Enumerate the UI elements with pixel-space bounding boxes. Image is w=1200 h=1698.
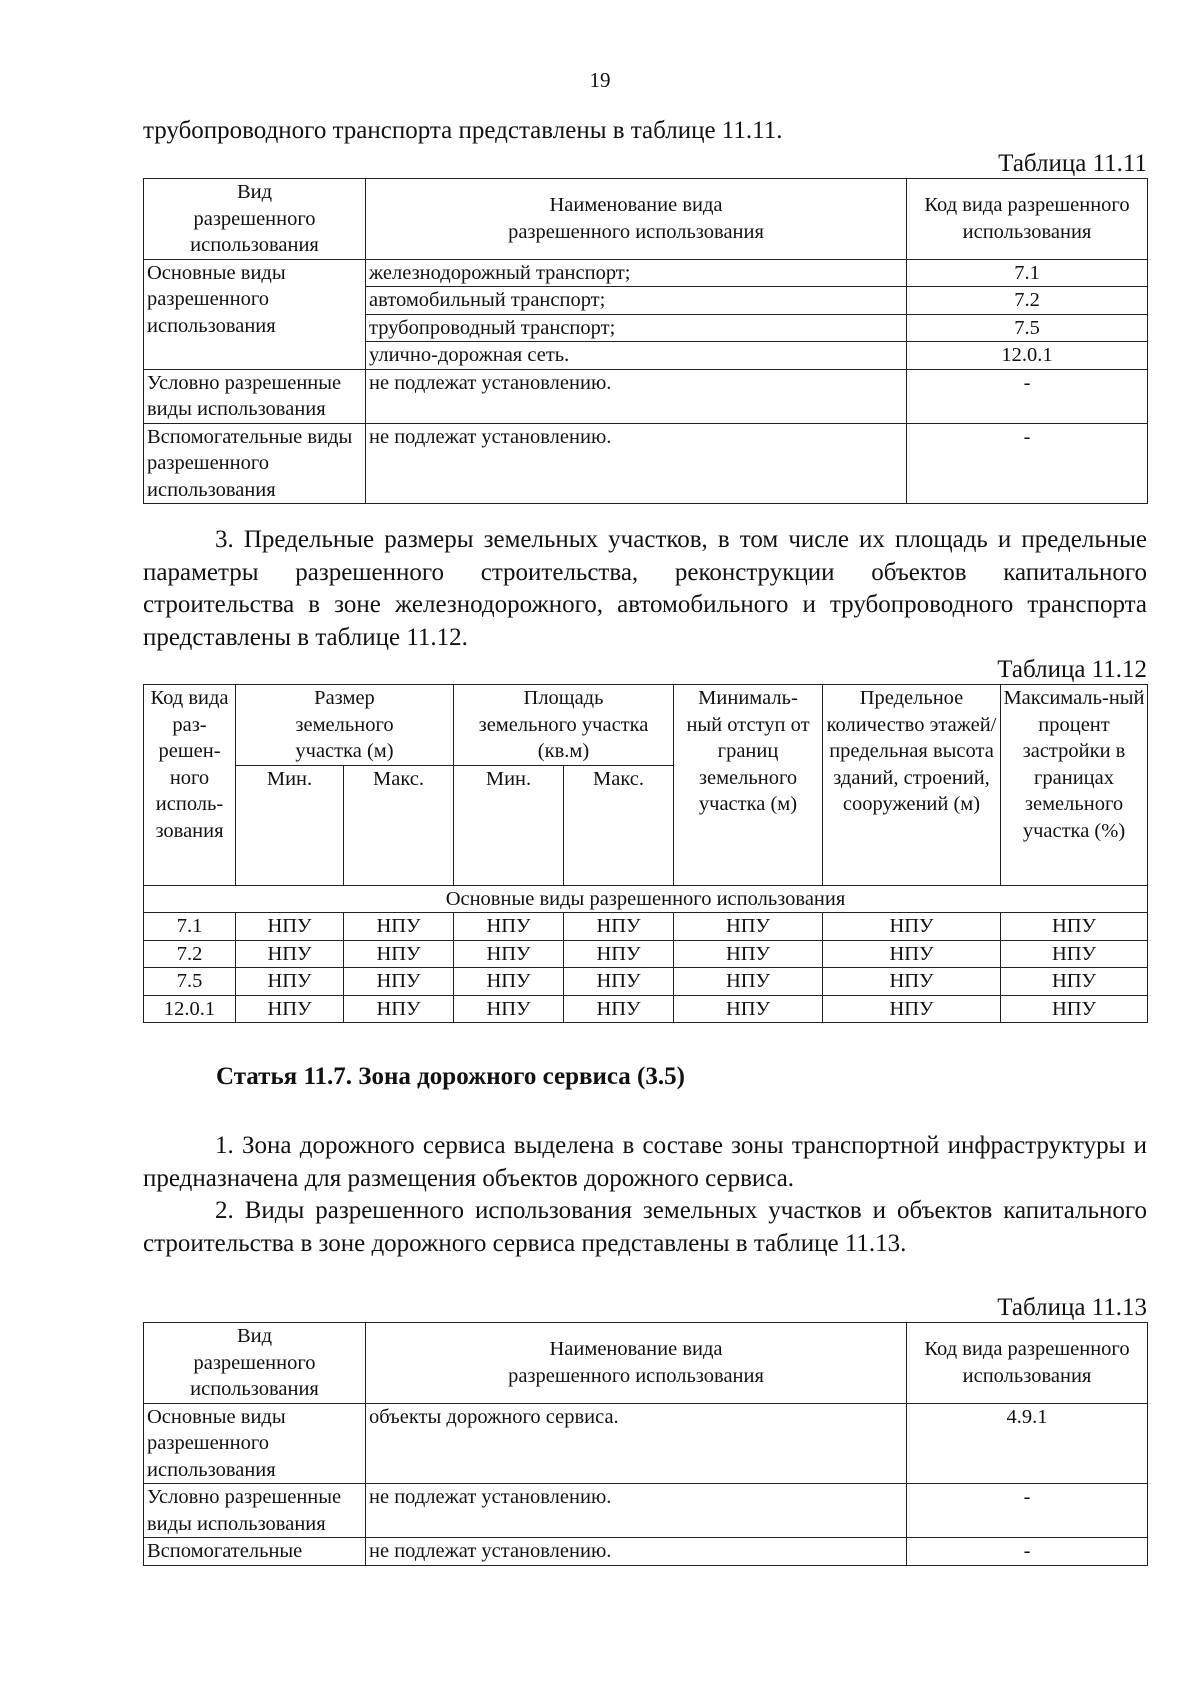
table-header: Мин. [236,765,344,885]
table-header: Макс. [344,765,454,885]
table-cell: НПУ [236,913,344,941]
table-header: Наименование вида разрешенного использования [366,179,907,260]
table-cell: 7.1 [907,259,1148,287]
table-cell: 7.2 [144,940,236,968]
table-cell: НПУ [823,913,1001,941]
intro-block [143,115,1147,148]
table-header: Вид разрешенного использования [144,179,366,260]
table-cell: 12.0.1 [144,995,236,1023]
table-11-11 [143,178,1148,504]
table-cell: НПУ [454,995,564,1023]
table-cell: не подлежат установлению. [366,1484,907,1538]
row-label-main: Основные виды разрешенного использования [144,259,366,369]
row-label-conditional: Условно разрешенные виды использования [144,369,366,423]
table-cell: НПУ [1001,913,1148,941]
table-cell: НПУ [344,968,454,996]
article-paragraphs [143,1130,1147,1260]
table-cell: - [907,369,1148,423]
table-cell: НПУ [564,995,674,1023]
table-caption: Таблица 11.11 [998,150,1147,177]
table-header: Код вида раз-решен-ного исполь-зования [144,685,236,886]
table-cell: НПУ [674,968,823,996]
table-cell: железнодорожный транспорт; [366,259,907,287]
table-cell: не подлежат установлению. [366,1538,907,1566]
row-label-auxiliary: Вспомогательные виды разрешенного использования [144,423,366,504]
table-header: Код вида разрешенного использования [907,179,1148,260]
table-row [144,940,1148,968]
paragraph-3-block [143,524,1147,654]
table-cell: 4.9.1 [907,1403,1148,1484]
table-cell: НПУ [674,913,823,941]
table-row [144,995,1148,1023]
table-cell: НПУ [823,940,1001,968]
table-cell: НПУ [236,995,344,1023]
table-11-12-block [143,656,1147,1023]
table-header: Мин. [454,765,564,885]
table-cell: НПУ [674,940,823,968]
table-header: Макс. [564,765,674,885]
table-11-12 [143,684,1148,1023]
row-label-auxiliary: Вспомогательные [144,1538,366,1566]
table-11-13 [143,1322,1148,1566]
table-cell: НПУ [236,968,344,996]
table-cell: НПУ [564,913,674,941]
row-label-conditional: Условно разрешенные виды использования [144,1484,366,1538]
table-cell: автомобильный транспорт; [366,287,907,315]
table-cell: НПУ [564,940,674,968]
table-cell: НПУ [344,940,454,968]
row-label-main: Основные виды разрешенного использования [144,1403,366,1484]
table-cell: НПУ [236,940,344,968]
table-cell: не подлежат установлению. [366,423,907,504]
table-header: Код вида разрешенного использования [907,1323,1148,1404]
table-cell: не подлежат установлению. [366,369,907,423]
table-cell: 7.2 [907,287,1148,315]
table-cell: НПУ [454,968,564,996]
table-cell: НПУ [1001,995,1148,1023]
table-cell: НПУ [1001,968,1148,996]
table-cell: НПУ [344,995,454,1023]
table-cell: - [907,1484,1148,1538]
table-cell: улично-дорожная сеть. [366,342,907,370]
table-header: Максималь-ный процент застройки в границах земельного участка (%) [1001,685,1148,886]
table-11-11-block [143,150,1147,504]
table-cell: НПУ [823,968,1001,996]
table-cell: НПУ [823,995,1001,1023]
table-cell: НПУ [344,913,454,941]
page-number: 19 [589,68,611,92]
table-row [144,968,1148,996]
table-cell: 7.1 [144,913,236,941]
table-cell: НПУ [454,940,564,968]
paragraph-a2: 2. Виды разрешенного использования земельных участков и объектов капитального строительства в зоне дорожного сервиса представлены в таблице 11.13. [143,1197,1147,1257]
section-label: Основные виды разрешенного использования [144,885,1148,913]
paragraph-3: 3. Предельные размеры земельных участков, в том числе их площадь и предельные параметры разрешенного строительства, реконструкции объектов капитального строительства в зоне железнодорожного, автомобильного и трубопроводного транспорта представлены в таблице 11.12. [143,526,1147,651]
table-cell: 7.5 [144,968,236,996]
table-cell: НПУ [454,913,564,941]
paragraph-a1: 1. Зона дорожного сервиса выделена в составе зоны транспортной инфраструктуры и предназначена для размещения объектов дорожного сервиса. [143,1132,1147,1192]
table-cell: НПУ [1001,940,1148,968]
table-cell: НПУ [674,995,823,1023]
table-header: Вид разрешенного использования [144,1323,366,1404]
table-cell: объекты дорожного сервиса. [366,1403,907,1484]
table-cell: - [907,423,1148,504]
table-caption: Таблица 11.12 [997,656,1147,683]
table-header: Минималь-ный отступ от границ земельного участка (м) [674,685,823,886]
table-header: Площадь земельного участка (кв.м) [454,685,674,766]
table-row [144,913,1148,941]
table-header: Предельное количество этажей/ предельная высота зданий, строений, сооружений (м) [823,685,1001,886]
table-cell: 12.0.1 [907,342,1148,370]
table-cell: - [907,1538,1148,1566]
table-11-13-block [143,1294,1147,1566]
table-header: Размер земельного участка (м) [236,685,454,766]
table-header: Наименование вида разрешенного использования [366,1323,907,1404]
table-caption: Таблица 11.13 [997,1294,1147,1321]
table-cell: НПУ [564,968,674,996]
table-cell: трубопроводный транспорт; [366,314,907,342]
table-cell: 7.5 [907,314,1148,342]
article-heading: Статья 11.7. Зона дорожного сервиса (3.5) [216,1063,685,1090]
intro-text: трубопроводного транспорта представлены в таблице 11.11. [143,117,783,144]
